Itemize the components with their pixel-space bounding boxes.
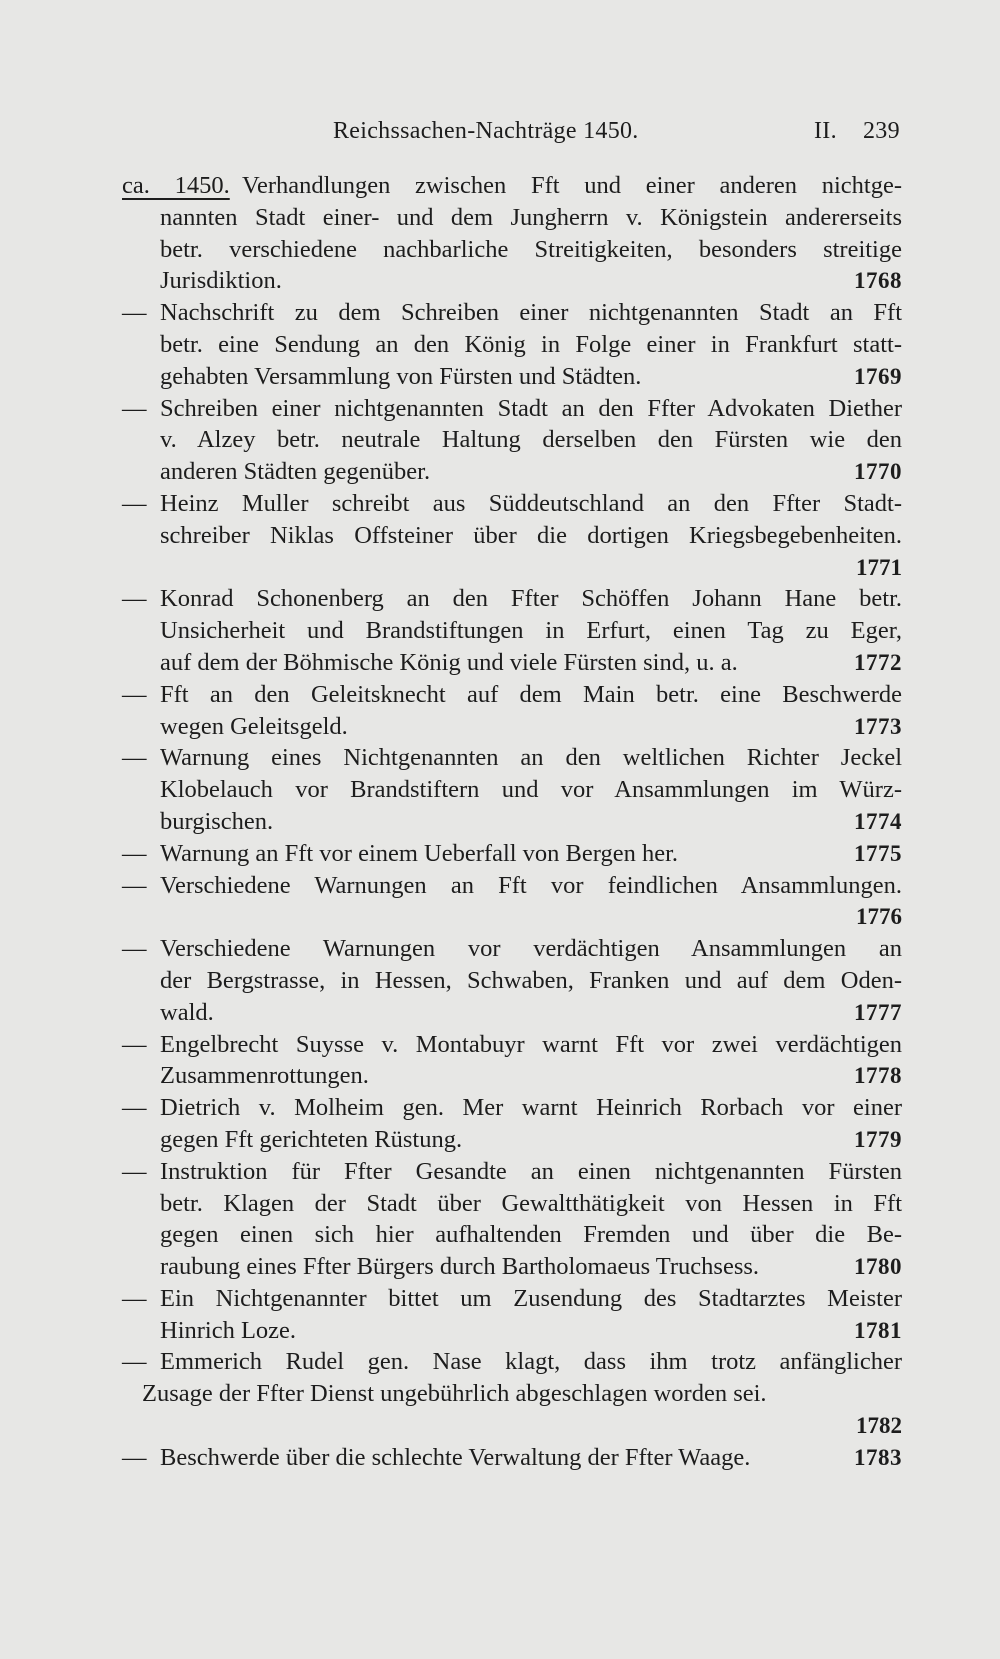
entry-line <box>122 329 902 361</box>
entry-line <box>122 838 902 870</box>
register-entry <box>122 838 902 870</box>
entry-dash: — <box>122 1030 147 1058</box>
register-entry <box>122 1029 902 1093</box>
page-number: 239 <box>863 118 900 144</box>
entry-dash: — <box>122 744 147 772</box>
running-header <box>0 118 1000 154</box>
entry-line <box>122 1346 902 1378</box>
entry-text: gehabten Versammlung von Fürsten und Städten. <box>160 362 642 390</box>
entry-line <box>122 393 902 425</box>
entry-line <box>122 1029 902 1061</box>
entry-text: Dietrich v. Molheim gen. Mer warnt Heinrich Rorbach vor einer <box>160 1094 902 1122</box>
entry-list <box>122 170 902 1474</box>
entry-text: gegen einen sich hier aufhaltenden Fremden und über die Be- <box>160 1221 902 1249</box>
entry-number: 1771 <box>856 554 902 580</box>
entry-line <box>122 265 902 297</box>
entry-dash: — <box>122 935 147 963</box>
entry-date: ca. 1450. <box>122 172 230 199</box>
entry-line <box>122 1442 902 1474</box>
register-entry <box>122 297 902 392</box>
entry-line <box>122 297 902 329</box>
entry-text: Heinz Muller schreibt aus Süddeutschland an den Ffter Stadt- <box>160 489 902 517</box>
register-entry <box>122 1156 902 1283</box>
entry-dash: — <box>122 394 147 422</box>
entry-text: betr. Klagen der Stadt über Gewaltthätigkeit von Hessen in Fft <box>160 1189 902 1217</box>
register-entry <box>122 742 902 837</box>
entry-text: der Bergstrasse, in Hessen, Schwaben, Franken und auf dem Oden- <box>160 966 902 994</box>
entry-dash: — <box>122 585 147 613</box>
entry-number: 1776 <box>856 904 902 930</box>
entry-line <box>122 1060 902 1092</box>
entry-text: Verschiedene Warnungen vor verdächtigen Ansammlungen an <box>160 935 902 963</box>
entry-line <box>122 583 902 615</box>
entry-line <box>122 1251 902 1283</box>
register-entry <box>122 170 902 297</box>
entry-number: 1774 <box>854 808 902 834</box>
entry-line <box>122 456 902 488</box>
entry-text: Konrad Schonenberg an den Ffter Schöffen Johann Hane betr. <box>160 585 902 613</box>
entry-dash: — <box>122 1157 147 1185</box>
entry-text: Emmerich Rudel gen. Nase klagt, dass ihm trotz anfänglicher <box>160 1348 902 1376</box>
entry-line <box>122 1283 902 1315</box>
entry-line <box>122 615 902 647</box>
entry-line <box>122 1219 902 1251</box>
entry-number: 1777 <box>854 999 902 1025</box>
entry-line <box>122 997 902 1029</box>
entry-number: 1782 <box>856 1413 902 1439</box>
register-entry <box>122 1283 902 1347</box>
entry-number: 1780 <box>854 1254 902 1280</box>
entry-dash: — <box>122 299 147 327</box>
entry-text: Jurisdiktion. <box>160 267 282 295</box>
entry-dash: — <box>122 1348 147 1376</box>
entry-text: Zusage der Ffter Dienst ungebührlich abgeschlagen worden sei. <box>142 1380 767 1408</box>
entry-line <box>122 1124 902 1156</box>
entry-text: Verschiedene Warnungen an Fft vor feindlichen Ansammlungen. <box>160 871 902 899</box>
running-title: Reichssachen-Nachträge 1450. <box>333 118 639 144</box>
entry-text: Zusammenrottungen. <box>160 1062 369 1090</box>
entry-line <box>122 647 902 679</box>
entry-text: Engelbrecht Suysse v. Montabuyr warnt Fft vor zwei verdächtigen <box>160 1030 902 1058</box>
entry-text: anderen Städten gegenüber. <box>160 458 431 486</box>
entry-line <box>122 520 902 552</box>
entry-dash: — <box>122 489 147 517</box>
entry-dash: — <box>122 871 147 899</box>
entry-text: Instruktion für Ffter Gesandte an einen nichtgenannten Fürsten <box>160 1157 902 1185</box>
entry-number: 1769 <box>854 363 902 389</box>
entry-text: Warnung an Fft vor einem Ueberfall von Bergen her. <box>160 839 679 867</box>
entry-text: auf dem der Böhmische König und viele Fürsten sind, u. a. <box>160 648 738 676</box>
entry-text: Beschwerde über die schlechte Verwaltung der Ffter Waage. <box>160 1443 751 1471</box>
entry-dash: — <box>122 1094 147 1122</box>
entry-text: raubung eines Ffter Bürgers durch Bartholomaeus Truchsess. <box>160 1253 760 1281</box>
entry-line <box>122 870 902 902</box>
entry-text: Warnung eines Nichtgenannten an den weltlichen Richter Jeckel <box>160 744 902 772</box>
entry-text: Schreiben einer nichtgenannten Stadt an den Ffter Advokaten Diether <box>160 394 902 422</box>
entry-line <box>122 742 902 774</box>
entry-number: 1772 <box>854 649 902 675</box>
register-entry <box>122 933 902 1028</box>
entry-text: wald. <box>160 998 214 1026</box>
entry-text: betr. eine Sendung an den König in Folge einer in Frankfurt statt- <box>160 330 902 358</box>
entry-line <box>122 1188 902 1220</box>
entry-text: Unsicherheit und Brandstiftungen in Erfurt, einen Tag zu Eger, <box>160 617 902 645</box>
entry-dash: — <box>122 1284 147 1312</box>
register-entry <box>122 393 902 488</box>
entry-line <box>122 234 902 266</box>
entry-dash: — <box>122 1443 147 1471</box>
entry-number: 1768 <box>854 268 902 294</box>
entry-text: gegen Fft gerichteten Rüstung. <box>160 1125 463 1153</box>
entry-line <box>122 424 902 456</box>
entry-text: betr. verschiedene nachbarliche Streitigkeiten, besonders streitige <box>160 235 902 263</box>
entry-line <box>122 806 902 838</box>
entry-number: 1779 <box>854 1126 902 1152</box>
entry-text: Hinrich Loze. <box>160 1316 297 1344</box>
entry-text: Klobelauch vor Brandstiftern und vor Ansammlungen im Würz- <box>160 776 902 804</box>
entry-dash: — <box>122 680 147 708</box>
entry-number: 1781 <box>854 1317 902 1343</box>
register-entry <box>122 870 902 934</box>
entry-number: 1773 <box>854 713 902 739</box>
entry-line <box>122 679 902 711</box>
register-entry <box>122 1346 902 1441</box>
register-entry <box>122 1092 902 1156</box>
entry-text: v. Alzey betr. neutrale Haltung derselben den Fürsten wie den <box>160 426 902 454</box>
register-entry <box>122 583 902 678</box>
entry-line <box>122 1315 902 1347</box>
entry-line <box>122 1092 902 1124</box>
entry-dash: — <box>122 839 147 867</box>
section-number: II. <box>814 118 837 144</box>
entry-line <box>122 1378 902 1410</box>
entry-text: Nachschrift zu dem Schreiben einer nichtgenannten Stadt an Fft <box>160 299 902 327</box>
entry-text: wegen Geleitsgeld. <box>160 712 348 740</box>
entry-text: Ein Nichtgenannter bittet um Zusendung des Stadtarztes Meister <box>160 1284 902 1312</box>
entry-line <box>122 1156 902 1188</box>
register-entry <box>122 679 902 743</box>
entry-text: burgischen. <box>160 807 274 835</box>
entry-line <box>122 711 902 743</box>
entry-number: 1770 <box>854 459 902 485</box>
entry-number: 1775 <box>854 840 902 866</box>
entry-line <box>122 774 902 806</box>
entry-text: Fft an den Geleitsknecht auf dem Main betr. eine Beschwerde <box>160 680 902 708</box>
register-entry <box>122 1442 902 1474</box>
entry-line <box>122 170 902 202</box>
entry-text: Verhandlungen zwischen Fft und einer anderen nichtge- <box>242 172 903 199</box>
entry-number: 1783 <box>854 1444 902 1470</box>
entry-line <box>122 361 902 393</box>
entry-line <box>122 965 902 997</box>
entry-text: schreiber Niklas Offsteiner über die dortigen Kriegsbegebenheiten. <box>160 521 902 549</box>
entry-line <box>122 488 902 520</box>
entry-line <box>122 202 902 234</box>
entry-text: nannten Stadt einer- und dem Jungherrn v. Königstein andererseits <box>160 203 902 231</box>
register-entry <box>122 488 902 583</box>
entry-number: 1778 <box>854 1063 902 1089</box>
entry-line <box>122 933 902 965</box>
